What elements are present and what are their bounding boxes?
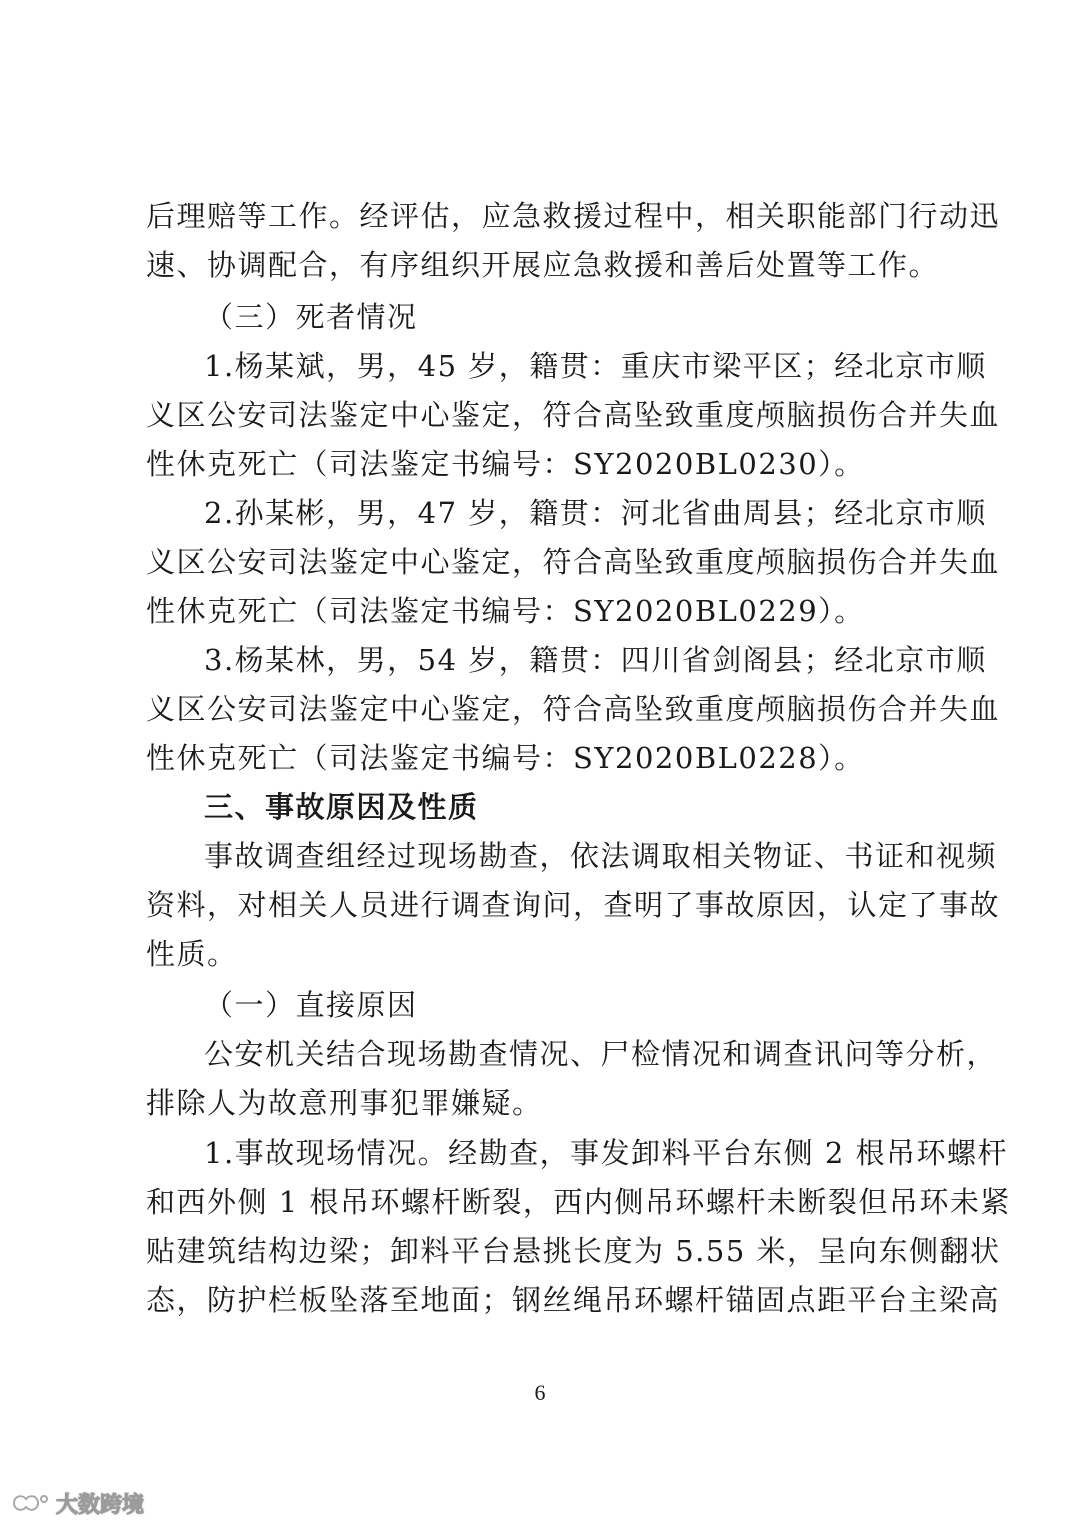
text-line: 性质。 [146,937,238,971]
text-line: 资料，对相关人员进行调查询问，查明了事故原因，认定了事故 [146,888,1001,922]
watermark [10,1488,144,1518]
text-line: 1.事故现场情况。经勘查，事发卸料平台东侧 2 根吊环螺杆 [204,1136,1009,1170]
logo-icon [10,1491,50,1515]
text-line: 排除人为故意刑事犯罪嫌疑。 [146,1086,543,1120]
watermark-text: 大数跨境 [56,1492,145,1518]
text-line: 后理赔等工作。经评估，应急救援过程中，相关职能部门行动迅 [146,199,1001,233]
page-number: 6 [534,1380,546,1405]
text-line: 速、协调配合，有序组织开展应急救援和善后处置等工作。 [146,248,940,282]
text-line: 贴建筑结构边梁；卸料平台悬挑长度为 5.55 米，呈向东侧翻状 [146,1234,1001,1268]
text-line: 2.孙某彬，男，47 岁，籍贯：河北省曲周县；经北京市顺 [204,496,987,530]
text-line: 性休克死亡（司法鉴定书编号：SY2020BL0229）。 [146,594,865,628]
text-line: 事故调查组经过现场勘查，依法调取相关物证、书证和视频 [204,839,998,873]
text-line: 义区公安司法鉴定中心鉴定，符合高坠致重度颅脑损伤合并失血 [146,398,1001,432]
text-line: 和西外侧 1 根吊环螺杆断裂，西内侧吊环螺杆未断裂但吊环未紧 [146,1185,1011,1219]
section-heading-deceased: （三）死者情况 [204,300,418,334]
text-line: 3.杨某林，男，54 岁，籍贯：四川省剑阁县；经北京市顺 [204,643,987,677]
section-heading-direct-cause: （一）直接原因 [204,988,418,1022]
section-heading-cause: 三、事故原因及性质 [204,790,479,824]
text-line: 性休克死亡（司法鉴定书编号：SY2020BL0228）。 [146,741,865,775]
text-line: 性休克死亡（司法鉴定书编号：SY2020BL0230）。 [146,447,865,481]
text-line: 态，防护栏板坠落至地面；钢丝绳吊环螺杆锚固点距平台主梁高 [146,1283,1001,1317]
text-line: 1.杨某斌，男，45 岁，籍贯：重庆市梁平区；经北京市顺 [204,349,987,383]
text-line: 义区公安司法鉴定中心鉴定，符合高坠致重度颅脑损伤合并失血 [146,545,1001,579]
text-line: 义区公安司法鉴定中心鉴定，符合高坠致重度颅脑损伤合并失血 [146,692,1001,726]
text-line: 公安机关结合现场勘查情况、尸检情况和调查讯问等分析， [204,1037,998,1071]
